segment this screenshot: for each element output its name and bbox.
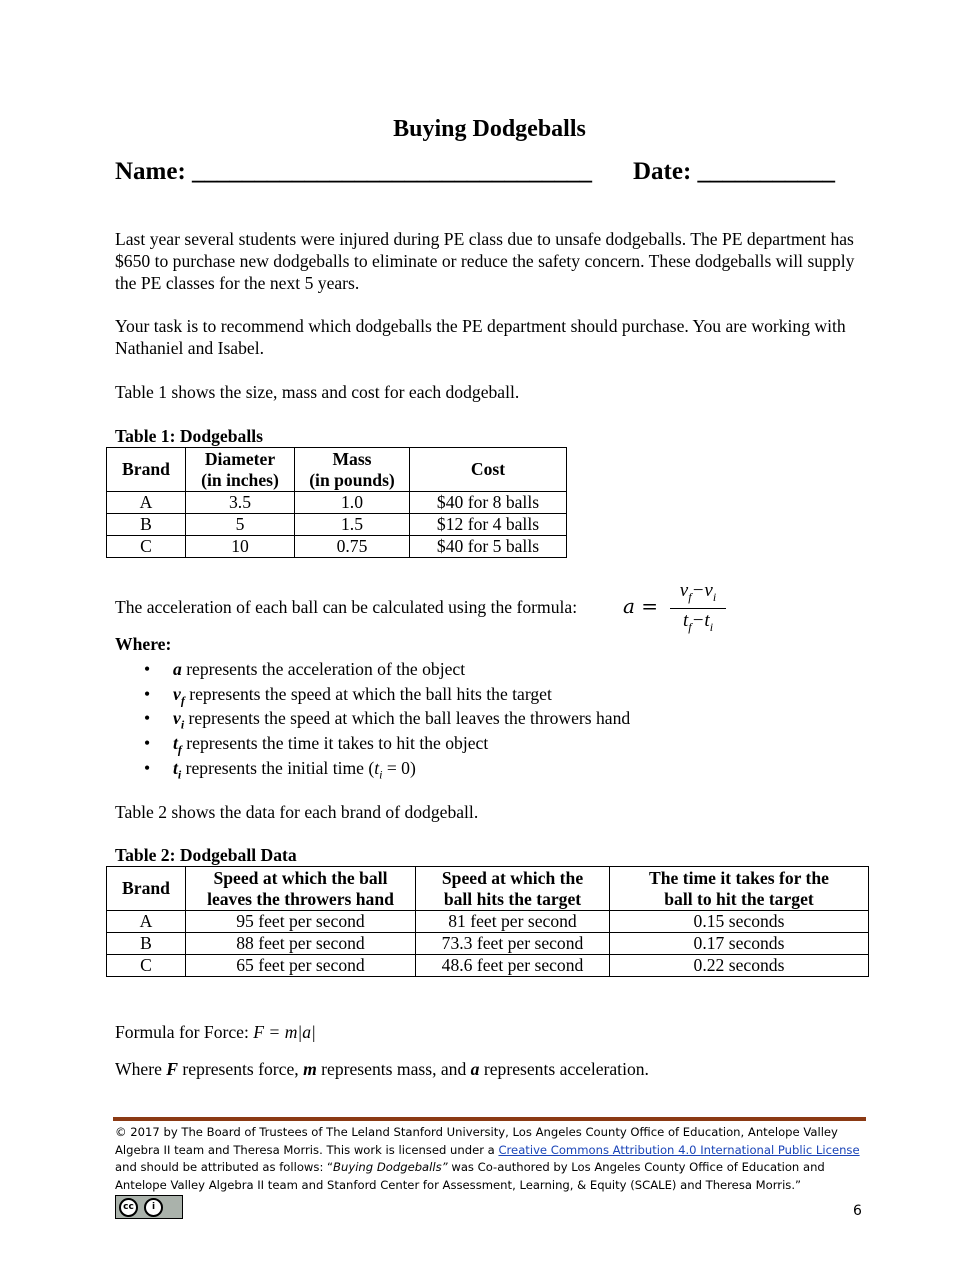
formula-denominator: $t_f-t_i$ bbox=[682, 610, 714, 634]
table2-intro: Table 2 shows the data for each brand of dodgeball. bbox=[115, 802, 479, 822]
header-cost: Cost bbox=[410, 448, 567, 492]
intro-paragraph-3: Table 1 shows the size, mass and cost for each dodgeball. bbox=[115, 382, 520, 402]
variable-list bbox=[115, 657, 630, 780]
table-row: B 5 1.5 $12 for 4 balls bbox=[107, 514, 567, 536]
cc-by-license-icon: cc i bbox=[115, 1195, 183, 1219]
formula-lhs: a = bbox=[623, 594, 659, 618]
list-item: • $t_i$ represents the initial time $(t_i = 0)$ bbox=[144, 757, 416, 782]
acceleration-formula-text: The acceleration of each ball can be calculated using the formula: bbox=[115, 597, 578, 617]
date-field[interactable]: Date: ___________ bbox=[633, 158, 836, 185]
copyright-footer: © 2017 by The Board of Trustees of The Leland Stanford University, Los Angeles County Office of Education, Antelope Valley Algebra II team and Theresa Morris. This work is licensed under a Creative Commons Attribution 4.0 International Public License and should be attributed as follows: “Buying Dodgeballs” was Co-authored by Los Angeles County Office of Education and Antelope Valley Algebra II team and Stanford Center for Assessment, Learning, & Equity (SCALE) and Theresa Morris.” bbox=[115, 1125, 860, 1193]
table-row: C 65 feet per second 48.6 feet per second 0.22 seconds bbox=[107, 955, 869, 977]
table-row: B 88 feet per second 73.3 feet per second 0.17 seconds bbox=[107, 933, 869, 955]
license-link[interactable]: Creative Commons Attribution 4.0 International Public License bbox=[498, 1142, 860, 1157]
header-hit-speed: Speed at which the ball hits the target bbox=[416, 867, 610, 911]
intro-paragraph-2: Your task is to recommend which dodgeballs the PE department should purchase. You are working with Nathaniel and Isabel. bbox=[115, 316, 846, 358]
list-item: • $v_i$ represents the speed at which the ball leaves the throwers hand bbox=[144, 708, 631, 732]
header-time: The time it takes for the ball to hit the target bbox=[610, 867, 869, 911]
intro-paragraph-1: Last year several students were injured during PE class due to unsafe dodgeballs. The PE department has $650 to purchase new dodgeballs to eliminate or reduce the safety concern. These dodgeballs will supply the PE classes for the next 5 years. bbox=[115, 229, 855, 293]
list-item: • a represents the acceleration of the object bbox=[144, 659, 466, 679]
dodgeballs-table bbox=[106, 447, 567, 558]
footer-divider bbox=[113, 1117, 866, 1121]
header-mass: Mass (in pounds) bbox=[295, 448, 410, 492]
table2-caption: Table 2: Dodgeball Data bbox=[115, 845, 297, 865]
table-row: C 10 0.75 $40 for 5 balls bbox=[107, 536, 567, 558]
page-number: 6 bbox=[853, 1203, 862, 1219]
header-leave-speed: Speed at which the ball leaves the throwers hand bbox=[186, 867, 416, 911]
dodgeball-data-table bbox=[106, 866, 869, 977]
where-label: Where: bbox=[115, 634, 172, 654]
page-title: Buying Dodgeballs bbox=[393, 116, 586, 142]
header-brand: Brand bbox=[107, 448, 186, 492]
name-field[interactable]: Name: ________________________________ bbox=[115, 158, 593, 185]
list-item: • $v_f$ represents the speed at which the ball hits the target bbox=[144, 683, 552, 708]
force-definition: Where F represents force, m represents mass, and a represents acceleration. bbox=[115, 1059, 649, 1079]
header-diameter: Diameter (in inches) bbox=[186, 448, 295, 492]
table1-caption: Table 1: Dodgeballs bbox=[115, 426, 263, 446]
list-item: • $t_f$ represents the time it takes to hit the object bbox=[144, 733, 489, 757]
table-row: A 95 feet per second 81 feet per second 0.15 seconds bbox=[107, 911, 869, 933]
table-row: A 3.5 1.0 $40 for 8 balls bbox=[107, 492, 567, 514]
formula-numerator: $v_f-v_i$ bbox=[679, 580, 717, 604]
fraction-bar bbox=[670, 608, 726, 609]
header-brand: Brand bbox=[107, 867, 186, 911]
force-formula-line: Formula for Force: F = m|a| bbox=[115, 1022, 316, 1042]
